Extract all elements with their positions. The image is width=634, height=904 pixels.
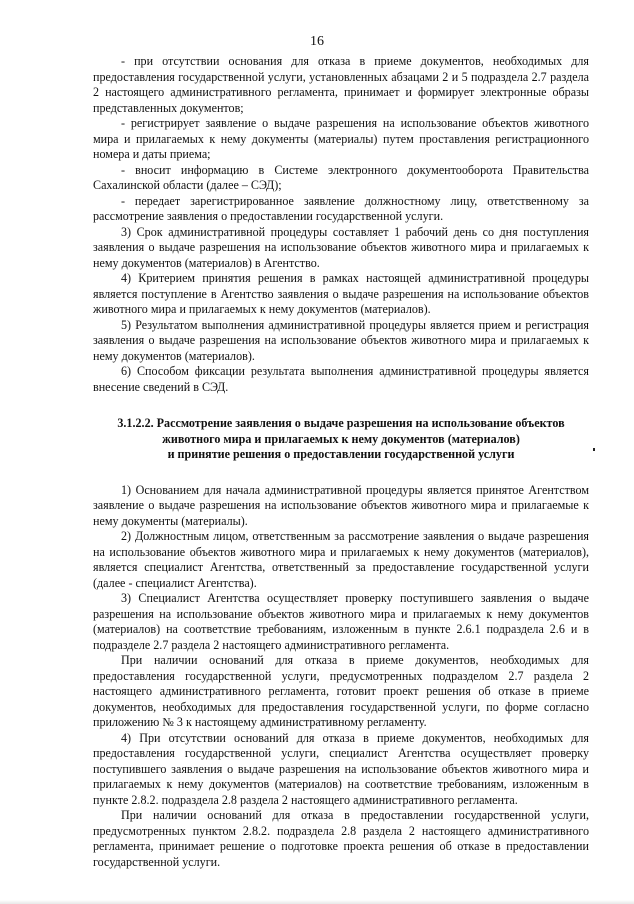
scan-speck xyxy=(593,448,595,451)
section-heading-line: и принятие решения о предоставлении государственной услуги xyxy=(167,447,515,461)
paragraph: 2) Должностным лицом, ответственным за рассмотрение заявления о выдаче разрешения на использование объектов животного мира и прилагаемых к нему документов (материалов), является специалист Агентства, ответственный за предоставление государственной услуги (далее - специалист Агентства). xyxy=(93,529,589,590)
paragraph: - передает зарегистрированное заявление должностному лицу, ответственному за рассмотрение заявления о предоставлении государственной услуги. xyxy=(93,193,589,223)
paragraph: - регистрирует заявление о выдаче разрешения на использование объектов животного мира и прилагаемых к нему документы (материалы) путем проставления регистрационного номера и даты приема; xyxy=(93,116,589,161)
paragraph: 4) Критерием принятия решения в рамках настоящей административной процедуры является поступление в Агентство заявления о выдаче разрешения на использование объектов животного мира и прилагаемых к нему документов (материалов). xyxy=(93,271,589,316)
section-heading-line: 3.1.2.2. Рассмотрение заявления о выдаче разрешения на использование объектов животного мира и прилагаемых к нему документов (материалов) xyxy=(117,416,565,446)
paragraph: При наличии оснований для отказа в предоставлении государственной услуги, предусмотренных пунктом 2.8.2. подраздела 2.8 раздела 2 настоящего административного регламента, принимает решение о подготовке проекта решения об отказе в предоставлении государственной услуги. xyxy=(93,808,589,869)
paragraph: 6) Способом фиксации результата выполнения административной процедуры является внесение сведений в СЭД. xyxy=(93,364,589,394)
section-heading xyxy=(93,416,589,463)
paragraph: При наличии оснований для отказа в приеме документов, необходимых для предоставления государственной услуги, предусмотренных подразделом 2.7 раздела 2 настоящего административного регламента, готовит проект решения об отказе в приеме документов, необходимых для предоставления государственной услуги, по форме согласно приложению № 3 к настоящему административному регламенту. xyxy=(93,653,589,729)
paragraph: 5) Результатом выполнения административной процедуры является прием и регистрация заявления о выдаче разрешения на использование объектов животного мира и прилагаемых к нему документов (материалов). xyxy=(93,317,589,363)
paragraph: - вносит информацию в Системе электронного документооборота Правительства Сахалинской области (далее – СЭД); xyxy=(93,162,589,192)
page-number: 16 xyxy=(310,34,324,49)
paragraph: 4) При отсутствии оснований для отказа в приеме документов, необходимых для предоставления государственной услуги, специалист Агентства осуществляет проверку поступившего заявления о выдаче разрешения на использование объектов животного мира и прилагаемых к нему документов (материалов) на соответствие требованиям, изложенным в пункте 2.8.2. подраздела 2.8 раздела 2 настоящего административного регламента. xyxy=(93,730,589,807)
paragraph: 3) Специалист Агентства осуществляет проверку поступившего заявления о выдаче разрешения на использование объектов животного мира и прилагаемых к нему документов (материалов) на соответствие требованиям, изложенным в пункте 2.6.1 подраздела 2.6 и в подразделе 2.7 раздела 2 настоящего административного регламента. xyxy=(93,591,589,652)
document-body xyxy=(93,54,589,870)
paragraph: 1) Основанием для начала административной процедуры является принятое Агентством заявление о выдаче разрешения на использование объектов животного мира и прилагаемые к нему документы (материалы). xyxy=(93,482,589,528)
paragraph: - при отсутствии основания для отказа в приеме документов, необходимых для предоставления государственной услуги, установленных абзацами 2 и 5 подраздела 2.7 раздела 2 настоящего административного регламента, принимает и формирует электронные образы представленных документов; xyxy=(93,54,589,115)
paragraph: 3) Срок административной процедуры составляет 1 рабочий день со дня поступления заявления о выдаче разрешения на использование объектов животного мира и прилагаемых к нему документов (материалов) в Агентство. xyxy=(93,224,589,270)
scan-bottom-edge xyxy=(0,900,634,904)
